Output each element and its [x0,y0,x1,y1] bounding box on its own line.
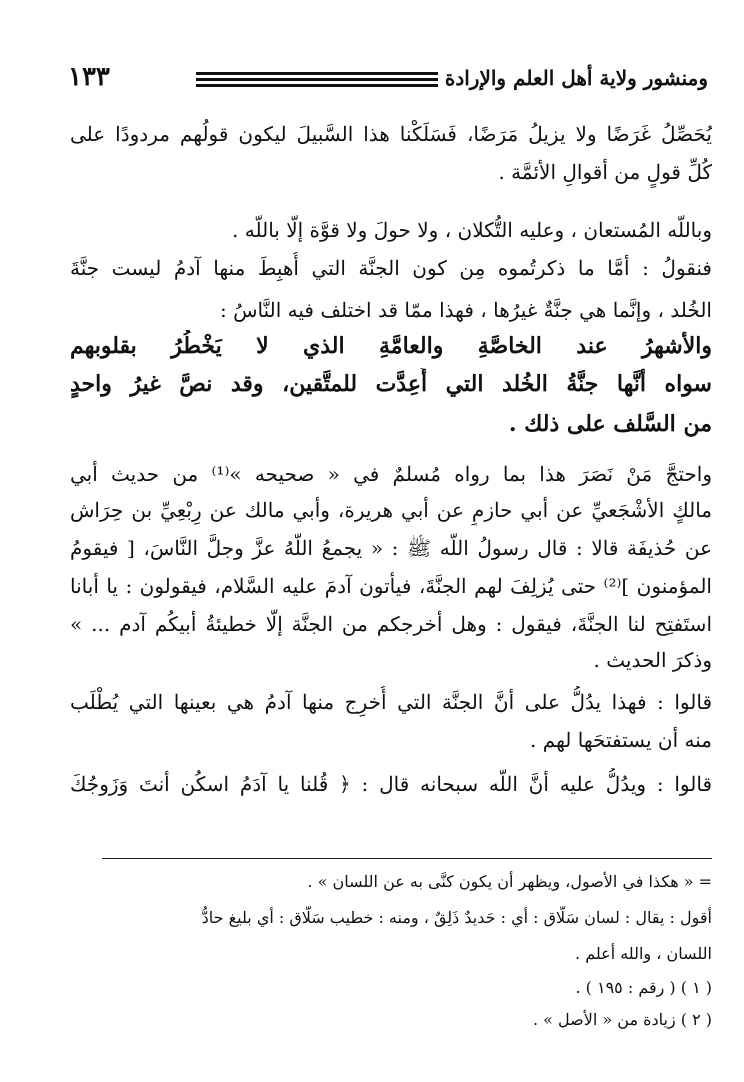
header-rule [196,78,438,81]
running-title: ومنشور ولاية أهل العلم والإرادة [444,66,708,90]
footnote-line: ( ١ ) ( رقم : ١٩٥ ) . [575,978,712,997]
text-line: والأشهرُ عند الخاصَّةِ والعامَّةِ الذي لا يَخْطُرُ بقلوبهم [70,333,712,359]
footnote-line: ( ٢ ) زيادة من « الأصل » . [532,1010,712,1029]
footnote-line: = « هكذا في الأصول، ويظهر أن يكون كنَّى به عن اللسان » . [307,872,712,891]
text-line: يُحَصِّلُ غَرَضًا ولا يزيلُ مَرَضًا، فَسَلَكْنا هذا السَّبيلَ ليكون قولُهم مردودًا على [70,122,712,146]
text-line: قالوا : ويدُلُّ عليه أنَّ اللّه سبحانه قال : ﴿ قُلنا يا آدَمُ اسكُن أنتَ وَزَوجُكَ [70,772,712,796]
text-line: منه أن يستفتحَها لهم . [530,728,712,752]
text-line: قالوا : فهذا يدُلُّ على أنَّ الجنَّة التي أُخرِج منها آدمُ هي بعينها التي يُطْلَب [70,690,712,714]
footnote-separator [102,858,712,859]
text-line: سواه أنَّها جنَّةُ الخُلد التي أُعِدَّت للمتَّقين، وقد نصَّ غيرُ واحدٍ [70,371,712,397]
page-number: ١٣٣ [68,62,110,92]
footnote-line: أقول : يقال : لسان سَلّاق : أي : حَديدٌ ذَلِقٌ ، ومنه : خطيب سَلّاق : أي بليغ حادُّ [201,908,712,927]
text-line: كُلِّ قولٍ من أقوالِ الأئمَّة . [498,160,712,184]
text-line: عن حُذيفَة قالا : قال رسولُ اللّه ﷺ : « يجمعُ اللّهُ عزَّ وجلَّ النَّاسَ، [ فيقومُ [70,536,712,560]
text-line: مالكٍ الأشْجَعيِّ عن أبي حازمٍ عن أبي هريرة، وأبي مالك عن رِبْعِيِّ بن حِرَاش [70,498,712,522]
page-header [68,64,708,98]
text-line: وذكرَ الحديث . [593,648,712,672]
text-line: استَفتِح لنا الجنَّةَ، فيقول : وهل أخرجكم من الجنَّة إلّا خطيئةُ أبيكُم آدم ... » [70,612,712,636]
text-line: فنقولُ : أمَّا ما ذكرتُموه مِن كون الجنَّة التي أُهبِطَ منها آدمُ ليست جنَّةَ [70,256,712,280]
text-line: وباللّه المُستعان ، وعليه التُّكلان ، ولا حولَ ولا قوَّة إلّا باللّه . [232,218,712,242]
text-line: واحتجَّ مَنْ نَصَرَ هذا بما رواه مُسلمٌ في « صحيحه »⁽¹⁾ من حديث أبي [70,462,712,486]
footnote-line: اللسان ، والله أعلم . [575,944,712,963]
text-line: الخُلد ، وإنَّما هي جنَّةٌ غيرُها ، فهذا ممّا قد اختلف فيه النَّاسُ : [220,298,712,322]
header-rule [196,72,438,75]
text-line: المؤمنون ]⁽²⁾ حتى يُزلِفَ لهم الجنَّةَ، فيأتون آدمَ عليه السَّلام، فيقولون : يا أبانا [70,574,712,598]
text-line: من السَّلف على ذلك . [508,411,712,437]
header-rule [196,84,438,87]
